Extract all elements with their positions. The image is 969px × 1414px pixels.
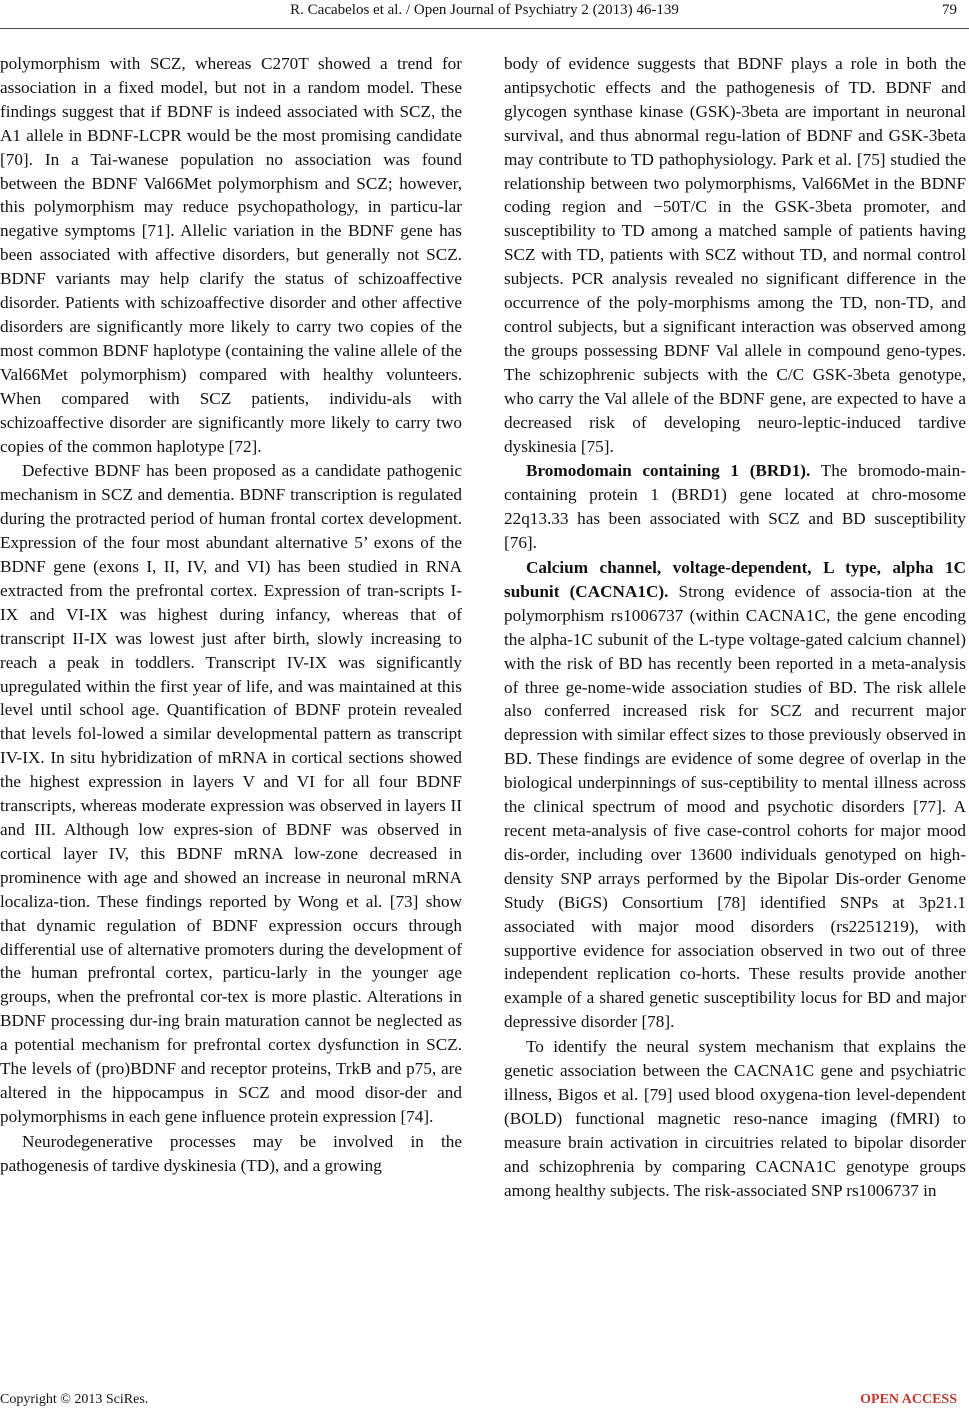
page-number: 79 [942,2,957,18]
paragraph: Defective BDNF has been proposed as a candidate pathogenic mechanism in SCZ and dementia. BDNF transcription is regulated during the protracted period of human frontal cortex development. Expression of the four most abundant alternative 5’ exons of the BDNF gene (exons I, II, IV, and VI) has been studied in RNA extracted from the prefrontal cortex. Expression of tran-scripts I-IX and VI-IX was highest during infancy, whereas that of transcript II-IX was lowest just after birth, slowly increasing to reach a peak in toddlers. Transcript IV-IX was significantly upregulated within the first year of life, and was maintained at this level until school age. Quantification of BDNF protein revealed that levels fol-lowed a similar developmental pattern as transcript IV-IX. In situ hybridization of mRNA in cortical sections showed the highest expression in layers V and VI for all four BDNF transcripts, whereas moderate expression was observed in layers II and III. Although low expres-sion of BDNF was observed in cortical layer IV, this BDNF mRNA low-zone decreased in prominence with age and showed an increase in neuronal mRNA localiza-tion. These findings reported by Wong et al. [73] show that dynamic regulation of BDNF expression occurs through differential use of alternative promoters during the development of the human prefrontal cortex, particu-larly in the younger age groups, when the prefrontal cor-tex is more plastic. Alterations in BDNF processing dur-ing brain maturation cannot be neglected as a potential mechanism for prefrontal cortex dysfunction in SCZ. The levels of (pro)BDNF and receptor proteins, TrkB and p75, are altered in the hippocampus in SCZ and mood disor-der and polymorphisms in each gene influence protein expression [74]. [0,461,462,1126]
running-title: R. Cacabelos et al. / Open Journal of Psychiatry 2 (2013) 46-139 [290,2,679,18]
header-rule [0,28,969,29]
running-header [0,2,969,32]
left-column [0,52,462,1178]
paragraph-body: The bromodo-main-containing protein 1 (BRD1) gene located at chro-mosome 22q13.33 has been associated with SCZ and BD susceptibility [76]. [504,461,966,553]
paragraph: Neurodegenerative processes may be involved in the pathogenesis of tardive dyskinesia (TD), and a growing [0,1131,462,1175]
section-heading-brd1: Bromodomain containing 1 (BRD1). [526,461,811,481]
paragraph [504,556,966,1034]
copyright-notice: Copyright © 2013 SciRes. [0,1392,149,1407]
paragraph: To identify the neural system mechanism that explains the genetic association between the CACNA1C gene and psychiatric illness, Bigos et al. [79] used blood oxygena-tion level-dependent (BOLD) functional magnetic reso-nance imaging (fMRI) to measure brain activation in circuitries related to bipolar disorder and schizophrenia by comparing CACNA1C genotype groups among healthy subjects. The risk-associated SNP rs1006737 in [504,1037,966,1200]
paragraph: polymorphism with SCZ, whereas C270T showed a trend for association in a fixed model, but not in a random model. These findings suggest that if BDNF is indeed associated with SCZ, the A1 allele in BDNF-LCPR would be the most promising candidate [70]. In a Tai-wanese population no association was found between the BDNF Val66Met polymorphism and SCZ; however, this polymorphism may reduce psychopathology, in particu-lar negative symptoms [71]. Allelic variation in the BDNF gene has been associated with affective disorders, but generally not SCZ. BDNF variants may help clarify the status of schizoaffective disorder. Patients with schizoaffective disorder and other affective disorders are significantly more likely to carry two copies of the most common BDNF haplotype (containing the valine allele of the Val66Met polymorphism) compared with healthy volunteers. When compared with SCZ patients, individu-als with schizoaffective disorder are significantly more likely to carry two copies of the common haplotype [72]. [0,54,462,456]
paragraph [504,459,966,555]
section-heading-cacna1c: Calcium channel, voltage-dependent, L type, alpha 1C subunit (CACNA1C). [504,558,966,601]
paragraph-body: Strong evidence of associa-tion at the polymorphism rs1006737 (within CACNA1C, the gene encoding the alpha-1C subunit of the L-type voltage-gated calcium channel) with the risk of BD has recently been reported in a meta-analysis of three ge-nome-wide association studies of BD. The risk allele also conferred increased risk for SCZ and recurrent major depression with similar effect sizes to those previously observed in BD. These findings are evidence of some degree of overlap in the biological underpinnings of sus-ceptibility to mental illness across the clinical spectrum of mood and psychotic disorders [77]. A recent meta-analysis of five case-control cohorts for major mood dis-order, including over 13600 individuals genotyped on high-density SNP arrays performed by the Bipolar Dis-order Genome Study (BiGS) Consortium [78] identified SNPs at 3p21.1 associated with major mood disorders (rs2251219), with supportive evidence for association observed in two out of three independent replication co-horts. These results provide another example of a shared genetic susceptibility locus for BD and major depressive disorder [78]. [504,581,966,1032]
open-access-label: OPEN ACCESS [860,1392,957,1407]
paragraph: body of evidence suggests that BDNF plays a role in both the antipsychotic effects and the pathogenesis of TD. BDNF and glycogen synthase kinase (GSK)-3beta are important in neuronal survival, and thus abnormal regu-lation of BDNF and GSK-3beta may contribute to TD pathophysiology. Park et al. [75] studied the relationship between two polymorphisms, Val66Met in the BDNF coding region and −50T/C in the GSK-3beta promoter, and susceptibility to TD among a matched sample of patients having SCZ with TD, patients with SCZ without TD, and normal control subjects. PCR analysis revealed no significant difference in the occurrence of the poly-morphisms among the TD, non-TD, and control subjects, but a significant interaction was observed among the groups possessing BDNF Val allele in compound geno-types. The schizophrenic subjects with the C/C GSK-3beta genotype, who carry the Val allele of the BDNF gene, are expected to have a decreased risk of developing neuro-leptic-induced tardive dyskinesia [75]. [504,54,966,456]
right-column [504,52,966,1203]
